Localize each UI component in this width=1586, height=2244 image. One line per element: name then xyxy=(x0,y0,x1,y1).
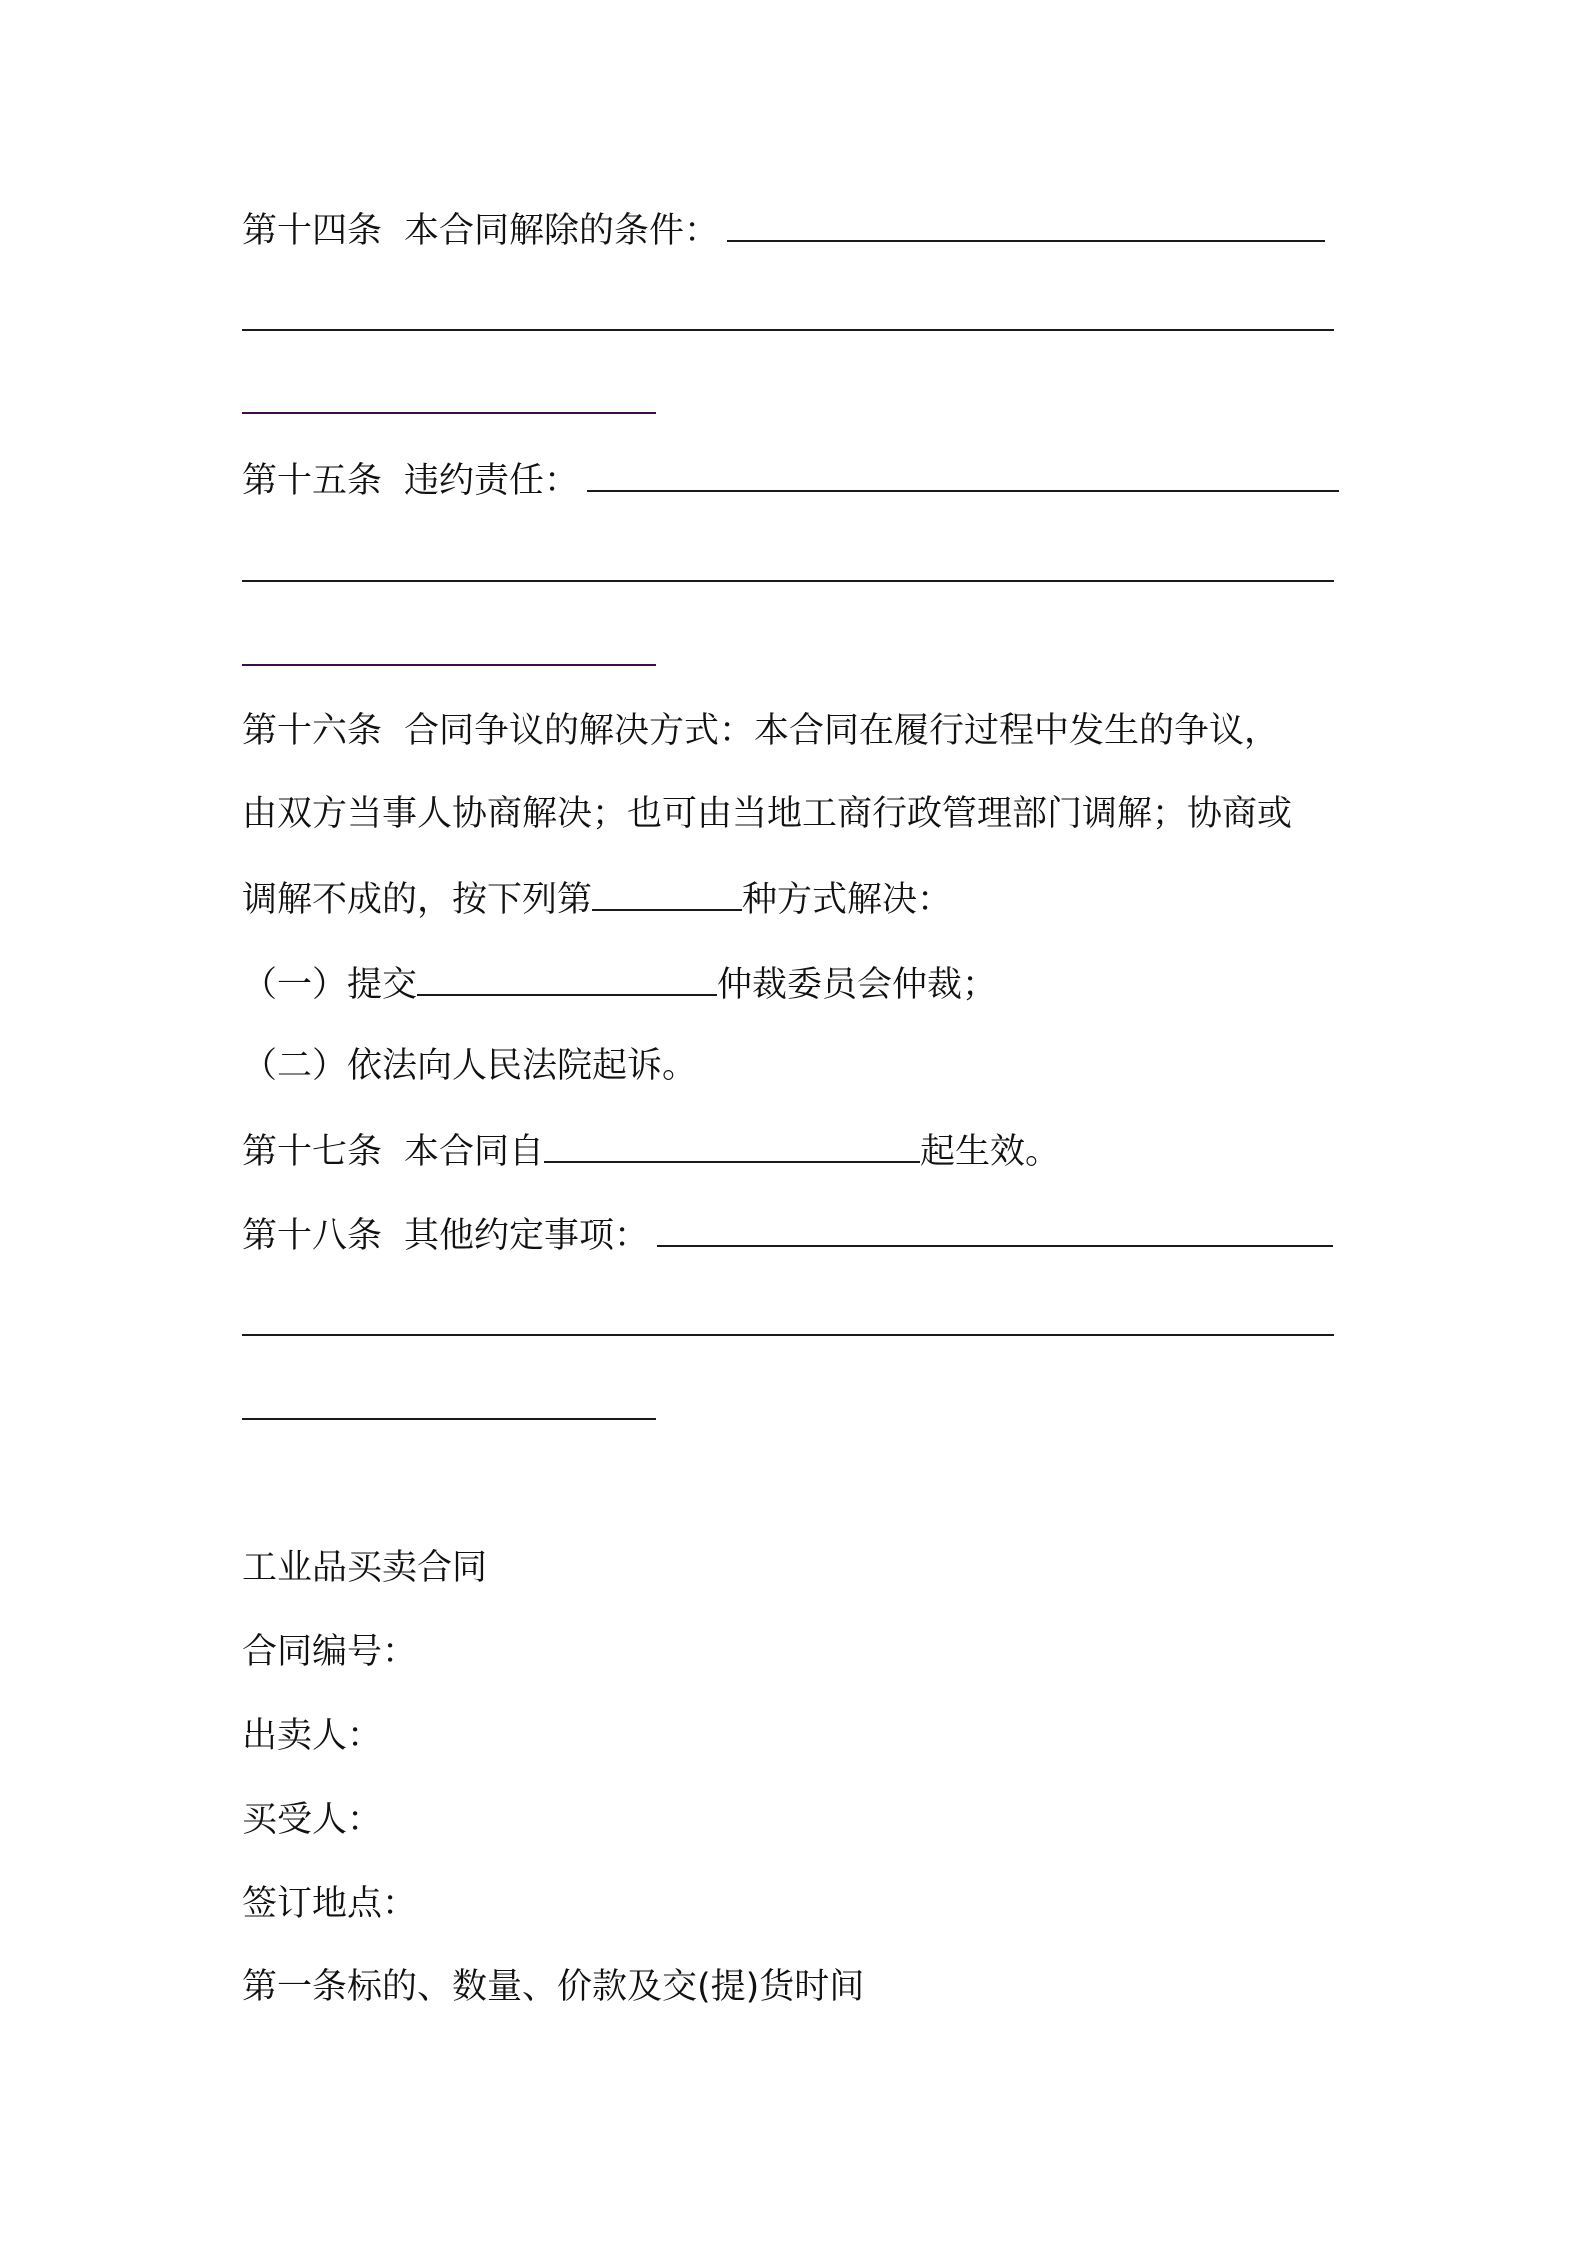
article-18-text: 其他约定事项： xyxy=(404,1216,650,1256)
article-16-text-3-post: 种方式解决： xyxy=(742,880,953,920)
article-16-text-3-pre: 调解不成的，按下列第 xyxy=(242,880,593,920)
article-15-number: 第十五条 xyxy=(242,461,383,501)
option-2-text: （二）依法向人民法院起诉。 xyxy=(242,1046,698,1086)
article-16-line-1 xyxy=(242,708,1279,754)
article-1-heading xyxy=(242,1964,864,2010)
article-16-line-3 xyxy=(242,875,952,923)
buyer-label xyxy=(242,1797,382,1843)
article-16-text-2: 由双方当事人协商解决；也可由当地工商行政管理部门调解；协商或 xyxy=(242,794,1293,834)
article-18-fill-line-2[interactable] xyxy=(242,1418,656,1420)
contract-number-label xyxy=(242,1629,417,1675)
option-1-text-post: 仲裁委员会仲裁； xyxy=(717,965,998,1005)
article-15-line xyxy=(242,456,1339,504)
signing-place-label xyxy=(242,1881,417,1927)
article-16-text-1: 合同争议的解决方式：本合同在履行过程中发生的争议， xyxy=(404,711,1280,751)
article-14-number: 第十四条 xyxy=(242,211,383,251)
article-15-blank[interactable] xyxy=(587,456,1339,492)
dispute-method-blank[interactable] xyxy=(592,875,742,911)
article-1-text: 第一条标的、数量、价款及交(提)货时间 xyxy=(242,1967,865,2007)
article-14-fill-line-2[interactable] xyxy=(242,412,656,414)
contract-title-text: 工业品买卖合同 xyxy=(242,1548,488,1588)
article-14-text: 本合同解除的条件： xyxy=(404,211,720,251)
article-15-text: 违约责任： xyxy=(404,461,580,501)
article-18-line xyxy=(242,1211,1333,1259)
buyer-label-text: 买受人： xyxy=(242,1800,383,1840)
contract-title xyxy=(242,1545,487,1591)
article-16-option-1 xyxy=(242,960,997,1008)
article-15-fill-line-1[interactable] xyxy=(242,580,1334,582)
article-15-fill-line-2[interactable] xyxy=(242,664,656,666)
article-18-fill-line-1[interactable] xyxy=(242,1334,1334,1336)
article-14-line xyxy=(242,206,1325,254)
article-17-text-post: 起生效。 xyxy=(920,1132,1061,1172)
article-17-line xyxy=(242,1127,1060,1175)
article-16-option-2 xyxy=(242,1043,697,1089)
article-14-fill-line-1[interactable] xyxy=(242,329,1334,331)
article-16-line-2 xyxy=(242,791,1292,837)
option-1-text-pre: （一）提交 xyxy=(242,965,418,1005)
article-18-blank[interactable] xyxy=(657,1211,1333,1247)
seller-label-text: 出卖人： xyxy=(242,1716,383,1756)
article-17-text-pre: 本合同自 xyxy=(404,1132,545,1172)
article-18-number: 第十八条 xyxy=(242,1216,383,1256)
article-14-blank[interactable] xyxy=(727,206,1325,242)
seller-label xyxy=(242,1713,382,1759)
arbitration-committee-blank[interactable] xyxy=(417,960,717,996)
article-16-number: 第十六条 xyxy=(242,711,383,751)
article-17-number: 第十七条 xyxy=(242,1132,383,1172)
effective-date-blank[interactable] xyxy=(544,1127,920,1163)
signing-place-text: 签订地点： xyxy=(242,1884,418,1924)
contract-number-text: 合同编号： xyxy=(242,1632,418,1672)
